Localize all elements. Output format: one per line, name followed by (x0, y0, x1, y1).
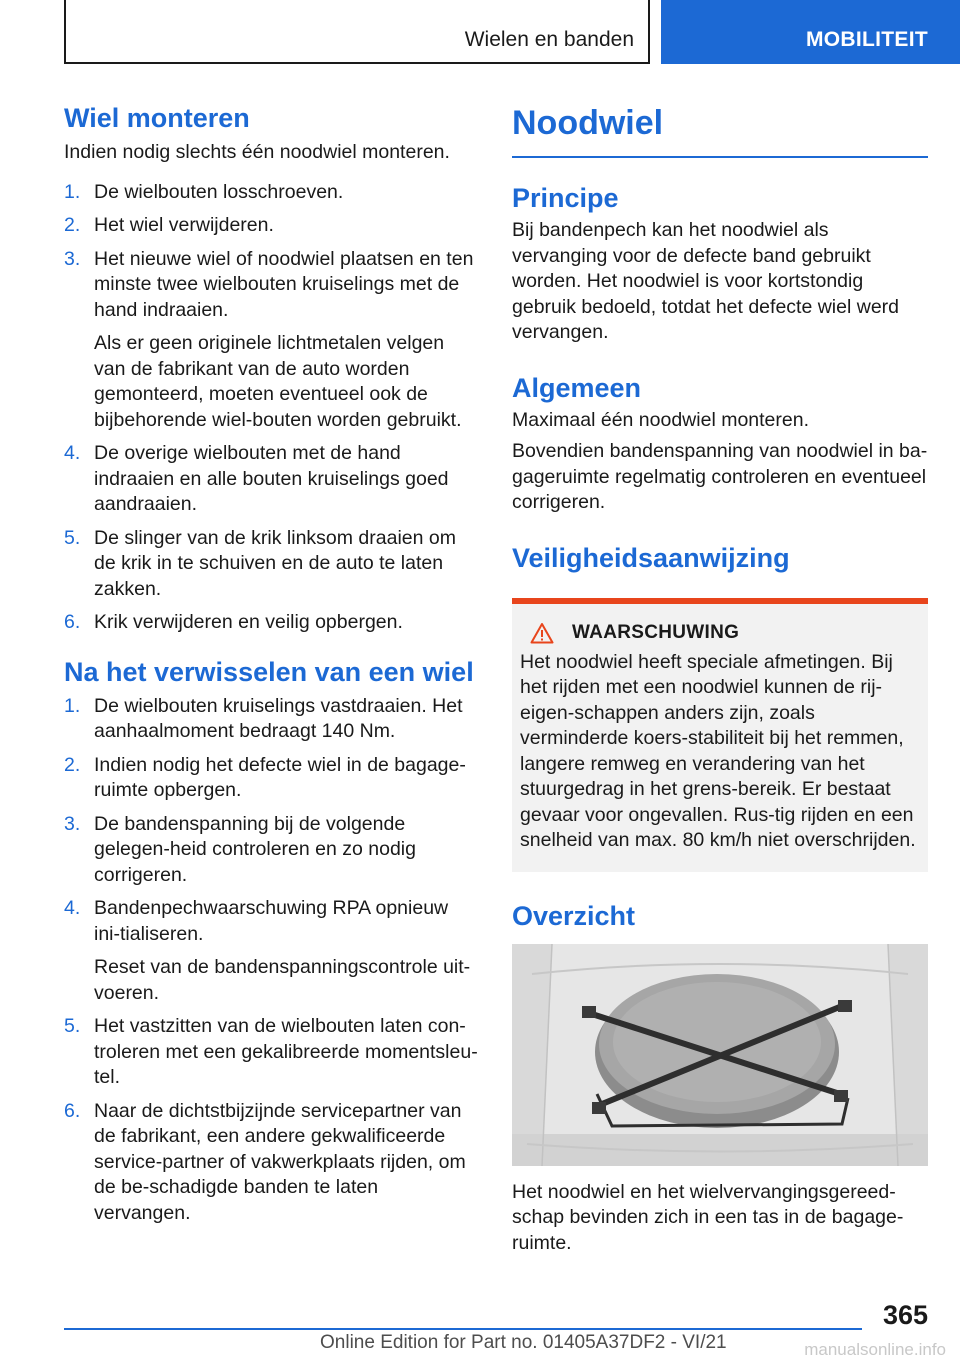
page-number: 365 (882, 1300, 928, 1330)
general-text-1: Maximaal één noodwiel monteren. (512, 408, 809, 431)
list-item (64, 247, 478, 434)
overview-heading: Overzicht (512, 900, 636, 931)
mount-steps-list (64, 180, 478, 636)
after-change-heading: Na het verwisselen van een wiel (64, 656, 474, 687)
step-text: De slinger van de krik linksom draaien om de krik in te schuiven en de auto te laten zakken. (94, 526, 456, 600)
list-item (64, 753, 478, 804)
warning-text: Het noodwiel heeft speciale afmetingen. Bij het rijden met een noodwiel kunnen de rij-eigen-schappen anders zijn, zoals verminderde koers-stabiliteit bij het remmen, langere remweg en verandering van het stuurgedrag in het grens-bereik. Er bestaat gevaar voor ongevallen. Rus-tig rijden en een snelheid van max. 80 km/h niet overschrijden. (520, 650, 916, 851)
step-note: Reset van de bandenspanningscontrole uit-voeren. (94, 956, 471, 1004)
step-number: 3. (64, 247, 81, 270)
safety-heading: Veiligheidsaanwijzing (512, 542, 790, 573)
step-text: Indien nodig het defecte wiel in de bagage-ruimte opbergen. (94, 753, 466, 801)
mount-wheel-intro: Indien nodig slechts één noodwiel monteren. (64, 141, 450, 163)
step-text: De wielbouten losschroeven. (94, 180, 344, 203)
warning-box (512, 598, 928, 872)
principle-heading: Principe (512, 183, 619, 213)
step-text: Het nieuwe wiel of noodwiel plaatsen en ten minste twee wielbouten kruiselings met de hand indraaien. (94, 247, 474, 321)
mount-wheel-heading: Wiel monteren (64, 103, 250, 133)
warning-title (520, 622, 920, 644)
list-item (64, 180, 478, 206)
watermark-text: manualsonline.info (804, 1340, 946, 1359)
step-text: Het vastzitten van de wielbouten laten con-troleren met een gekalibreerde momentsleu-tel. (94, 1015, 478, 1088)
list-item (64, 1014, 478, 1091)
spare-wheel-heading: Noodwiel (512, 100, 928, 158)
step-number: 4. (64, 897, 81, 919)
step-number: 5. (64, 526, 81, 549)
step-number: 1. (64, 180, 81, 203)
step-text: Krik verwijderen en veilig opbergen. (94, 611, 403, 633)
step-number: 4. (64, 442, 81, 464)
right-column (512, 100, 928, 1256)
list-item (64, 896, 478, 1006)
list-item (64, 610, 478, 636)
spare-wheel-trunk-photo (512, 944, 928, 1166)
step-note: Als er geen originele lichtmetalen velgen van de fabrikant van de auto worden gemonteerd, moeten eventueel ook de bijbehorende wiel-bouten worden gebruikt. (94, 332, 462, 431)
step-number: 6. (64, 1099, 81, 1122)
running-header-section (661, 0, 960, 64)
warning-triangle-icon (530, 622, 554, 644)
principle-text: Bij bandenpech kan het noodwiel als vervanging voor de defecte band gebruikt worden. Het noodwiel is voor kortstondig gebruik bedoeld, totdat het defecte wiel werd vervangen. (512, 219, 900, 343)
list-item (64, 1099, 478, 1227)
running-header-chapter (64, 0, 650, 64)
step-number: 1. (64, 694, 81, 717)
edition-text: Online Edition for Part no. 01405A37DF2 - VI/21 (320, 1332, 727, 1353)
step-text: De overige wielbouten met de hand indraaien en alle bouten kruiselings goed aandraaien. (94, 442, 449, 515)
step-text: Bandenpechwaarschuwing RPA opnieuw ini-tialiseren. (94, 897, 449, 945)
after-change-steps-list (64, 694, 478, 1227)
step-number: 5. (64, 1015, 81, 1037)
section-title: MOBILITEIT (806, 28, 928, 51)
warning-label: WAARSCHUWING (572, 621, 740, 643)
list-item (64, 213, 478, 239)
list-item (64, 441, 478, 518)
step-text: Het wiel verwijderen. (94, 214, 274, 236)
list-item (64, 526, 478, 603)
step-number: 3. (64, 812, 81, 835)
step-number: 2. (64, 214, 81, 236)
overview-caption: Het noodwiel en het wielvervangingsgereed-schap bevinden zich in een tas in de bagage-ruimte. (512, 1180, 904, 1254)
step-number: 6. (64, 611, 81, 633)
list-item (64, 694, 478, 745)
general-text-2: Bovendien bandenspanning van noodwiel in ba-gageruimte regelmatig controleren en eventueel corrigeren. (512, 440, 928, 513)
step-text: De bandenspanning bij de volgende gelegen-heid controleren en zo nodig corrigeren. (94, 812, 416, 886)
step-text: Naar de dichtstbijzijnde servicepartner van de fabrikant, een andere gekwalificeerde service-partner of vakwerkplaats rijden, om de be-schadigde banden te laten vervangen. (94, 1099, 466, 1224)
left-column (64, 100, 478, 1226)
chapter-title: Wielen en banden (464, 28, 634, 51)
general-heading: Algemeen (512, 372, 642, 403)
step-number: 2. (64, 753, 81, 776)
step-text: De wielbouten kruiselings vastdraaien. Het aanhaalmoment bedraagt 140 Nm. (94, 694, 463, 742)
footer-rule (64, 1328, 862, 1330)
list-item (64, 812, 478, 889)
